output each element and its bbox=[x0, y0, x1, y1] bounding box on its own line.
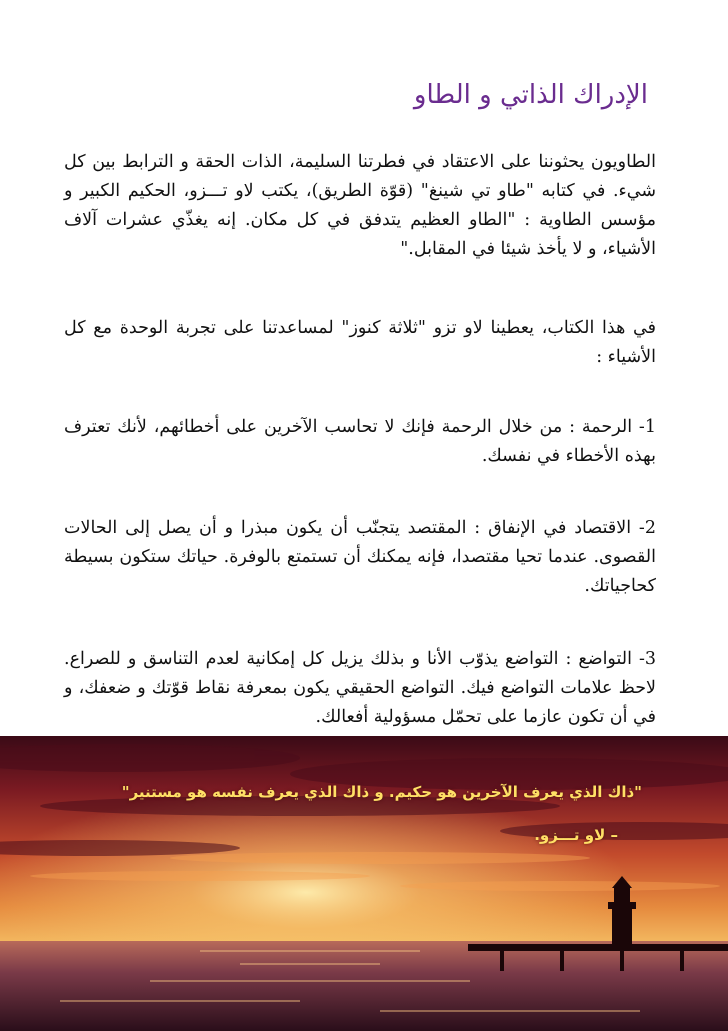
treasure-humility-paragraph: 3- التواضع : التواضع يذوّب الأنا و بذلك يزيل كل إمكانية لعدم التناسق و للصراع. لاحظ علامات التواضع فيك. التواضع الحقيقي يكون بمعرفة نقاط قوّتك و ضعفك، و في أن تكون عازما على تحمّل مسؤولية أفعالك. bbox=[64, 649, 656, 727]
treasure-compassion-paragraph: 1- الرحمة : من خلال الرحمة فإنك لا تحاسب الآخرين على أخطائهم، لأنك تعترف بهذه الأخطاء في نفسك. bbox=[64, 417, 656, 466]
quote-author: – لاو تـــزو. bbox=[534, 826, 618, 844]
intro-paragraph: الطاويون يحثوننا على الاعتقاد في فطرتنا السليمة، الذات الحقة و الترابط بين كل شيء. في كتابه "طاو تي شينغ" (قوّة الطريق)، يكتب لاو تـــزو، الحكيم الكبير و مؤسس الطاوية : "الطاو العظيم يتدفق في كل مكان. إنه يغذّي عشرات آلاف الأشياء، و لا يأخذ شيئا في المقابل." bbox=[64, 152, 656, 259]
sunset-sea-image bbox=[0, 736, 728, 1031]
page-title: الإدراك الذاتي و الطاو bbox=[413, 80, 648, 110]
three-treasures-paragraph: في هذا الكتاب، يعطينا لاو تزو "ثلاثة كنوز" لمساعدتنا على تجربة الوحدة مع كل الأشياء : bbox=[64, 318, 656, 367]
treasure-frugality-paragraph: 2- الاقتصاد في الإنفاق : المقتصد يتجنّب أن يكون مبذرا و أن يصل إلى الحالات القصوى. عندما تحيا مقتصدا، فإنه يمكنك أن تستمتع بالوفرة. حياتك ستكون بسيطة كحاجياتك. bbox=[64, 518, 656, 596]
quote-text: "ذاك الذي يعرف الآخرين هو حكيم. و ذاك الذي يعرف نفسه هو مستنير" bbox=[121, 783, 642, 801]
